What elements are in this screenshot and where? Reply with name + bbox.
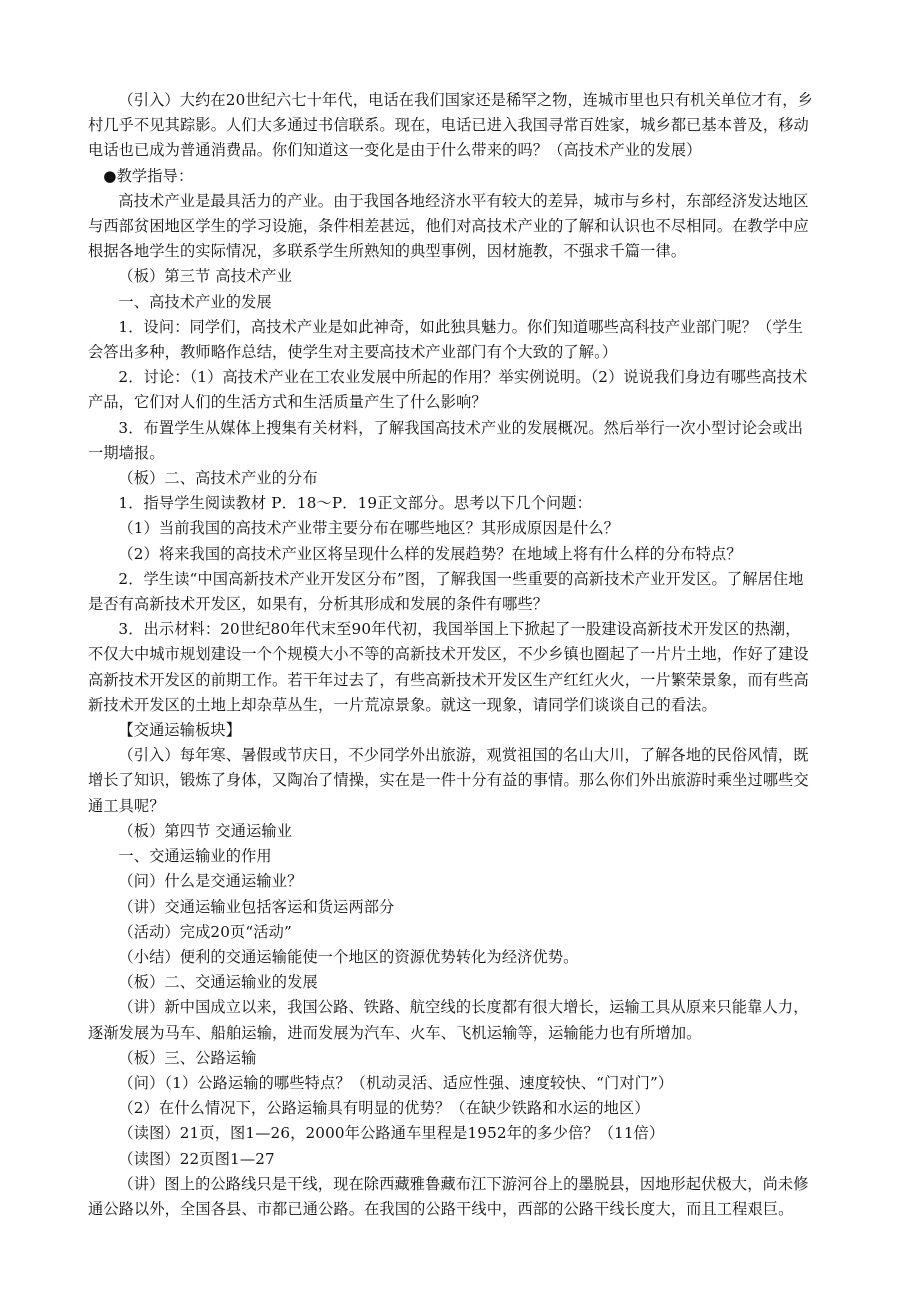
paragraph-intro-telephone: （引入）大约在20世纪六七十年代，电话在我们国家还是稀罕之物，连城市里也只有机关单位才有，乡村几乎不见其踪影。人们大多通过书信联系。现在，电话已进入我国寻常百姓家，城乡都已基本普及，移动电话也已成为普通消费品。你们知道这一变化是由于什么带来的吗？（高技术产业的发展）: [88, 91, 813, 160]
paragraph-material: 3．出示材料：20世纪80年代末至90年代初，我国举国上下掀起了一股建设高新技术开发区的热潮，不仅大中城市规划建设一个个规模大小不等的高新技术开发区，不少乡镇也圈起了一片片土地，作好了建设高新技术开发区的前期工作。若干年过去了，有些高新技术开发区生产红红火火，一片繁荣景象，而有些高新技术开发区的土地上却杂草丛生，一片荒凉景象。就这一现象，请同学们谈谈自己的看法。: [88, 620, 809, 714]
paragraph-discussion-2: 2．讨论：（1）高技术产业在工农业发展中所起的作用？举实例说明。（2）说说我们身边有哪些高技术产品，它们对人们的生活方式和生活质量产生了什么影响？: [88, 368, 808, 412]
subheading-hightech-development: 一、高技术产业的发展: [118, 292, 272, 311]
paragraph-guidance-text: 高技术产业是最具活力的产业。由于我国各地经济水平有较大的差异，城市与乡村，东部经济发达地区与西部贫困地区学生的学习设施，条件相差甚远，他们对高技术产业的了解和认识也不尽相同。在教学中应根据各地学生的实际情况，多联系学生所熟知的典型事例，因材施教，不强求千篇一律。: [88, 191, 809, 261]
paragraph-lecture-transport: （讲）交通运输业包括客运和货运两部分: [118, 897, 395, 916]
paragraph-read-figure-1-26: （读图）21页，图1—26，2000年公路通车里程是1952年的多少倍？（11倍）: [118, 1124, 665, 1143]
board-section-4-title: （板）第四节 交通运输业: [118, 821, 293, 840]
heading-transport-block: 【交通运输板块】: [118, 721, 242, 740]
paragraph-question-transport: （问）什么是交通运输业？: [118, 872, 303, 891]
paragraph-question-road-features: （问）（1）公路运输的哪些特点？（机动灵活、适应性强、速度较快、“门对门”）: [118, 1073, 674, 1092]
heading-teaching-guidance: ●教学指导：: [103, 166, 194, 185]
paragraph-question-road-advantage: （2）在什么情况下，公路运输具有明显的优势？（在缺少铁路和水运的地区）: [118, 1099, 650, 1118]
board-road-transport: （板）三、公路运输: [118, 1048, 257, 1067]
paragraph-question-1: 1．设问：同学们，高技术产业是如此神奇，如此独具魅力。你们知道哪些高科技产业部门呢？（学生会答出多种，教师略作总结，使学生对主要高技术产业部门有个大致的了解。）: [88, 317, 804, 362]
paragraph-activity: （活动）完成20页“活动”: [118, 922, 292, 941]
paragraph-question-2-trend: （2）将来我国的高技术产业区将呈现什么样的发展趋势？在地域上将有什么样的分布特点？: [118, 544, 742, 563]
paragraph-reading-guide: 1．指导学生阅读教材 P．18～P．19正文部分。思考以下几个问题：: [118, 494, 592, 513]
paragraph-assignment-3: 3．布置学生从媒体上搜集有关材料，了解我国高技术产业的发展概况。然后举行一次小型讨论会或出一期墙报。: [88, 418, 804, 462]
paragraph-read-figure-1-27: （读图）22页图1—27: [118, 1149, 275, 1168]
document-page: [88, 88, 814, 1222]
paragraph-summary: （小结）便利的交通运输能使一个地区的资源优势转化为经济优势。: [118, 947, 579, 966]
board-hightech-distribution: （板）二、高技术产业的分布: [118, 469, 318, 488]
paragraph-lecture-road-network: （讲）图上的公路线只是干线，现在除西藏雅鲁藏布江下游河谷上的墨脱县，因地形起伏极大，尚未修通公路以外，全国各县、市都已通公路。在我国的公路干线中，西部的公路干线长度大，而且工程艰巨。: [88, 1174, 809, 1218]
board-section-3-title: （板）第三节 高技术产业: [118, 267, 293, 286]
board-transport-development: （板）二、交通运输业的发展: [118, 973, 318, 992]
subheading-transport-role: 一、交通运输业的作用: [118, 847, 272, 866]
paragraph-intro-travel: （引入）每年寒、暑假或节庆日，不少同学外出旅游，观赏祖国的名山大川，了解各地的民俗风情，既增长了知识，锻炼了身体，又陶冶了情操，实在是一件十分有益的事情。那么你们外出旅游时乘坐过哪些交通工具呢？: [88, 746, 809, 815]
paragraph-lecture-development: （讲）新中国成立以来，我国公路、铁路、航空线的长度都有很大增长，运输工具从原来只能靠人力，逐渐发展为马车、船舶运输，进而发展为汽车、火车、飞机运输等，运输能力也有所增加。: [88, 998, 809, 1042]
paragraph-question-1-distribution: （1）当前我国的高技术产业带主要分布在哪些地区？其形成原因是什么？: [118, 519, 620, 538]
paragraph-map-reading: 2．学生读“中国高新技术产业开发区分布”图，了解我国一些重要的高新技术产业开发区。了解居住地是否有高新技术开发区，如果有，分析其形成和发展的条件有哪些？: [88, 569, 804, 614]
